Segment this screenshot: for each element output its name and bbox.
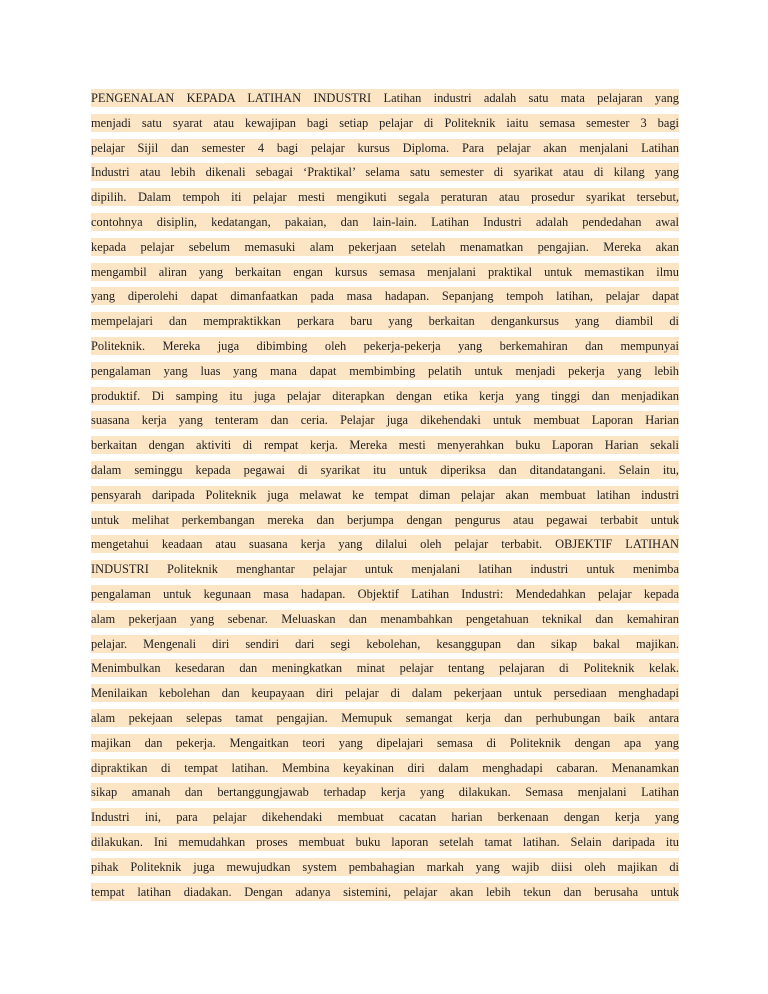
text-line: Politeknik. Mereka juga dibimbing oleh pekerja-pekerja yang berkemahiran dan mempunyai — [91, 338, 679, 353]
text-line: suasana kerja yang tenteram dan ceria. Pelajar juga dikehendaki untuk membuat Laporan Harian — [91, 413, 679, 428]
text-line: berkaitan dengan aktiviti di rempat kerja. Mereka mesti menyerahkan buku Laporan Harian sekali — [91, 438, 679, 453]
text-line: dipraktikan di tempat latihan. Membina keyakinan diri dalam menghadapi cabaran. Menanamkan — [91, 760, 679, 775]
text-line: Menimbulkan kesedaran dan meningkatkan minat pelajar tentang pelajaran di Politeknik kelak. — [91, 661, 679, 676]
text-line: pengalaman yang luas yang mana dapat membimbing pelatih untuk menjadi pekerja yang lebih — [91, 363, 679, 378]
text-line: kepada pelajar sebelum memasuki alam pekerjaan setelah menamatkan pengajian. Mereka akan — [91, 239, 679, 254]
text-line: Menilaikan kebolehan dan keupayaan diri pelajar di dalam pekerjaan untuk persediaan menghadapi — [91, 686, 679, 701]
text-line: menjadi satu syarat atau kewajipan bagi setiap pelajar di Politeknik iaitu semasa semester 3 bagi — [91, 115, 679, 130]
text-line: produktif. Di samping itu juga pelajar diterapkan dengan etika kerja yang tinggi dan menjadikan — [91, 388, 679, 403]
text-line: pensyarah daripada Politeknik juga melawat ke tempat diman pelajar akan membuat latihan industri — [91, 487, 679, 502]
text-line: dalam seminggu kepada pegawai di syarikat itu untuk diperiksa dan ditandatangani. Selain itu, — [91, 462, 679, 477]
text-line: Industri atau lebih dikenali sebagai ‘Praktikal’ selama satu semester di syarikat atau di kilang yang — [91, 165, 679, 180]
text-line: alam pekerjaan yang sebenar. Meluaskan dan menambahkan pengetahuan teknikal dan kemahiran — [91, 611, 679, 626]
text-line: tempat latihan diadakan. Dengan adanya sistemini, pelajar akan lebih tekun dan berusaha untuk — [91, 884, 679, 899]
text-line: Industri ini, para pelajar dikehendaki membuat cacatan harian berkenaan dengan kerja yang — [91, 810, 679, 825]
text-line: mempelajari dan mempraktikkan perkara baru yang berkaitan dengankursus yang diambil di — [91, 314, 679, 329]
text-line: pihak Politeknik juga mewujudkan system pembahagian markah yang wajib diisi oleh majikan di — [91, 859, 679, 874]
text-line: untuk melihat perkembangan mereka dan berjumpa dengan pengurus atau pegawai terbabit untuk — [91, 512, 679, 527]
text-line: alam pekejaan selepas tamat pengajian. Memupuk semangat kerja dan perhubungan baik antara — [91, 710, 679, 725]
text-line: yang diperolehi dapat dimanfaatkan pada masa hadapan. Sepanjang tempoh latihan, pelajar dapat — [91, 289, 679, 304]
text-line: PENGENALAN KEPADA LATIHAN INDUSTRI Latihan industri adalah satu mata pelajaran yang — [91, 91, 679, 105]
document-body — [91, 89, 679, 907]
text-line: dilakukan. Ini memudahkan proses membuat buku laporan setelah tamat latihan. Selain daripada itu — [91, 834, 679, 849]
text-line: pengalaman untuk kegunaan masa hadapan. Objektif Latihan Industri: Mendedahkan pelajar kepada — [91, 586, 679, 601]
text-line: pelajar. Mengenali diri sendiri dari segi kebolehan, kesanggupan dan sikap bakal majikan. — [91, 636, 679, 651]
text-line: pelajar Sijil dan semester 4 bagi pelajar kursus Diploma. Para pelajar akan menjalani Latihan — [91, 140, 679, 155]
text-line: INDUSTRI Politeknik menghantar pelajar untuk menjalani latihan industri untuk menimba — [91, 562, 679, 577]
text-line: sikap amanah dan bertanggungjawab terhadap kerja yang dilakukan. Semasa menjalani Latihan — [91, 785, 679, 800]
text-line: mengambil aliran yang berkaitan engan kursus semasa menjalani praktikal untuk memastikan ilmu — [91, 264, 679, 279]
text-line: contohnya disiplin, kedatangan, pakaian, dan lain-lain. Latihan Industri adalah pendedahan awal — [91, 214, 679, 229]
text-line: dipilih. Dalam tempoh iti pelajar mesti mengikuti segala peraturan atau prosedur syarikat tersebut, — [91, 190, 679, 205]
text-line: mengetahui keadaan atau suasana kerja yang dilalui oleh pelajar terbabit. OBJEKTIF LATIHAN — [91, 537, 679, 552]
text-line: majikan dan pekerja. Mengaitkan teori yang dipelajari semasa di Politeknik dengan apa yang — [91, 735, 679, 750]
